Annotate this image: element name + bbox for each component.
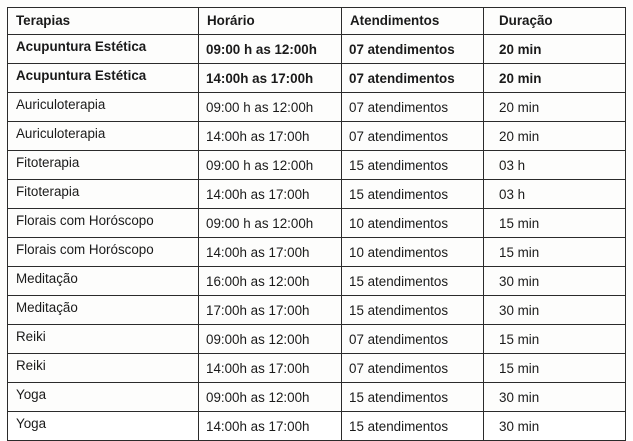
header-atendimentos: Atendimentos	[342, 8, 484, 35]
cell-terapia: Yoga	[8, 383, 199, 412]
cell-horario: 14:00h as 17:00h	[199, 180, 342, 209]
cell-horario: 14:00h as 17:00h	[199, 122, 342, 151]
cell-atendimentos: 15 atendimentos	[342, 383, 484, 412]
header-terapias: Terapias	[8, 8, 199, 35]
cell-atendimentos: 07 atendimentos	[342, 35, 484, 64]
cell-atendimentos: 15 atendimentos	[342, 151, 484, 180]
cell-horario: 09:00 h as 12:00h	[199, 93, 342, 122]
cell-duracao: 30 min	[484, 412, 626, 441]
cell-horario: 09:00 h as 12:00h	[199, 209, 342, 238]
table-row	[8, 151, 626, 180]
cell-atendimentos: 15 atendimentos	[342, 296, 484, 325]
header-duracao: Duração	[484, 8, 626, 35]
cell-duracao: 15 min	[484, 354, 626, 383]
cell-terapia: Reiki	[8, 354, 199, 383]
cell-duracao: 20 min	[484, 93, 626, 122]
cell-terapia: Meditação	[8, 296, 199, 325]
table-row	[8, 238, 626, 267]
cell-terapia: Acupuntura Estética	[8, 64, 199, 93]
cell-atendimentos: 07 atendimentos	[342, 64, 484, 93]
table-row	[8, 93, 626, 122]
cell-terapia: Yoga	[8, 412, 199, 441]
cell-horario: 09:00 h as 12:00h	[199, 151, 342, 180]
table-row	[8, 412, 626, 441]
cell-terapia: Florais com Horóscopo	[8, 209, 199, 238]
table-row	[8, 267, 626, 296]
table-header-row	[8, 8, 626, 35]
cell-duracao: 15 min	[484, 238, 626, 267]
cell-duracao: 03 h	[484, 151, 626, 180]
cell-terapia: Meditação	[8, 267, 199, 296]
table-row	[8, 354, 626, 383]
table-row	[8, 180, 626, 209]
cell-terapia: Acupuntura Estética	[8, 35, 199, 64]
cell-terapia: Fitoterapia	[8, 180, 199, 209]
cell-atendimentos: 07 atendimentos	[342, 354, 484, 383]
cell-duracao: 20 min	[484, 122, 626, 151]
therapy-schedule-table	[7, 7, 626, 441]
cell-atendimentos: 07 atendimentos	[342, 325, 484, 354]
cell-duracao: 03 h	[484, 180, 626, 209]
cell-terapia: Auriculoterapia	[8, 93, 199, 122]
table-row	[8, 64, 626, 93]
cell-atendimentos: 15 atendimentos	[342, 267, 484, 296]
cell-terapia: Fitoterapia	[8, 151, 199, 180]
cell-horario: 14:00h as 17:00h	[199, 412, 342, 441]
cell-horario: 14:00h as 17:00h	[199, 238, 342, 267]
cell-horario: 14:00h as 17:00h	[199, 354, 342, 383]
cell-horario: 16:00h as 12:00h	[199, 267, 342, 296]
cell-atendimentos: 07 atendimentos	[342, 93, 484, 122]
cell-duracao: 30 min	[484, 296, 626, 325]
table-row	[8, 35, 626, 64]
cell-duracao: 30 min	[484, 383, 626, 412]
cell-horario: 09:00h as 12:00h	[199, 325, 342, 354]
header-horario: Horário	[199, 8, 342, 35]
cell-horario: 09:00h as 12:00h	[199, 383, 342, 412]
cell-duracao: 20 min	[484, 35, 626, 64]
cell-terapia: Florais com Horóscopo	[8, 238, 199, 267]
cell-duracao: 20 min	[484, 64, 626, 93]
table-row	[8, 296, 626, 325]
table-body	[8, 35, 626, 441]
cell-horario: 17:00h as 17:00h	[199, 296, 342, 325]
table-row	[8, 209, 626, 238]
table-row	[8, 122, 626, 151]
cell-atendimentos: 15 atendimentos	[342, 180, 484, 209]
cell-duracao: 30 min	[484, 267, 626, 296]
cell-atendimentos: 10 atendimentos	[342, 209, 484, 238]
cell-terapia: Auriculoterapia	[8, 122, 199, 151]
cell-horario: 14:00h as 17:00h	[199, 64, 342, 93]
cell-atendimentos: 15 atendimentos	[342, 412, 484, 441]
table-row	[8, 325, 626, 354]
cell-horario: 09:00 h as 12:00h	[199, 35, 342, 64]
cell-duracao: 15 min	[484, 209, 626, 238]
cell-atendimentos: 07 atendimentos	[342, 122, 484, 151]
cell-duracao: 15 min	[484, 325, 626, 354]
cell-atendimentos: 10 atendimentos	[342, 238, 484, 267]
table-row	[8, 383, 626, 412]
cell-terapia: Reiki	[8, 325, 199, 354]
